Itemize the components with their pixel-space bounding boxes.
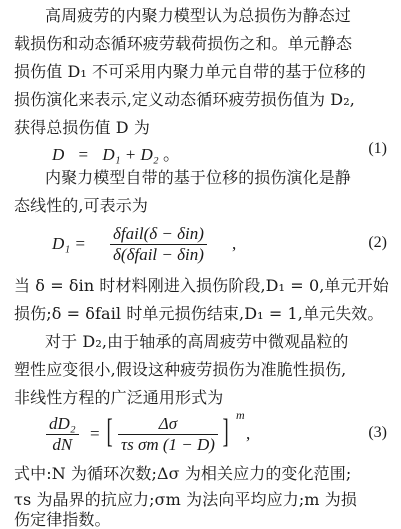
eq2-lhs: D₁ =	[52, 234, 86, 253]
paragraph-5-line-3: 伤定律指数。	[14, 510, 111, 529]
paragraph-1-line-3: 损伤值 D₁ 不可采用内聚力单元自带的基于位移的	[14, 62, 366, 81]
eq3-left-bracket: [	[106, 413, 113, 450]
eq3-end: ,	[246, 424, 251, 443]
eq1-number: (1)	[368, 140, 387, 157]
paragraph-1-line-4: 损伤演化来表示,定义动态循环疲劳损伤值为 D₂,	[14, 90, 355, 109]
paragraph-4-line-3: 非线性方程的广泛通用形式为	[14, 388, 224, 407]
equation-3	[0, 408, 401, 458]
eq2-number: (2)	[368, 234, 387, 251]
eq2-denominator: δ(δfail − δin)	[113, 245, 204, 264]
eq3-lhs-denominator: dN	[52, 435, 73, 454]
equation-2	[0, 222, 401, 270]
eq2-fraction	[110, 224, 207, 265]
eq1-rhs: D₁ + D₂	[102, 145, 159, 164]
eq3-lhs-numerator: dD₂	[46, 414, 79, 435]
eq3-fraction	[118, 414, 218, 455]
eq3-right-bracket: ]	[222, 413, 229, 450]
eq3-number: (3)	[368, 424, 387, 441]
eq3-denominator: τs σm (1 − D)	[121, 435, 215, 454]
paragraph-4-line-2: 塑性应变很小,假设这种疲劳损伤为准脆性损伤,	[14, 360, 347, 379]
eq3-equals: =	[90, 424, 100, 443]
paragraph-1-line-1: 高周疲劳的内聚力模型认为总损伤为静态过	[45, 6, 351, 25]
eq2-end: ,	[232, 234, 237, 253]
paragraph-4-line-1: 对于 D₂,由于轴承的高周疲劳中微观晶粒的	[45, 332, 349, 351]
paragraph-5-line-2: τs 为晶界的抗应力;σm 为法向平均应力;m 为损	[14, 490, 357, 509]
eq1-equals: =	[78, 145, 89, 164]
paragraph-5-line-1: 式中:N 为循环次数;Δσ 为相关应力的变化范围;	[14, 464, 352, 483]
eq3-numerator: Δσ	[118, 414, 218, 435]
paragraph-1-line-5: 获得总损伤值 D 为	[14, 118, 151, 137]
equation-1	[0, 138, 401, 164]
paragraph-2-line-1: 内聚力模型自带的基于位移的损伤演化是静	[45, 168, 351, 187]
eq1-end: 。	[162, 145, 180, 164]
eq3-exponent: m	[236, 408, 245, 422]
eq2-numerator: δfail(δ − δin)	[110, 224, 207, 245]
paragraph-3-line-2: 损伤;δ = δfail 时单元损伤结束,D₁ = 1,单元失效。	[14, 304, 384, 323]
eq3-lhs-fraction	[46, 414, 79, 455]
paragraph-1-line-2: 载损伤和动态循环疲劳载荷损伤之和。单元静态	[14, 34, 353, 53]
eq1-lhs: D	[52, 145, 65, 164]
paragraph-2-line-2: 态线性的,可表示为	[14, 196, 148, 215]
paragraph-3-line-1: 当 δ = δin 时材料刚进入损伤阶段,D₁ = 0,单元开始	[14, 276, 389, 295]
